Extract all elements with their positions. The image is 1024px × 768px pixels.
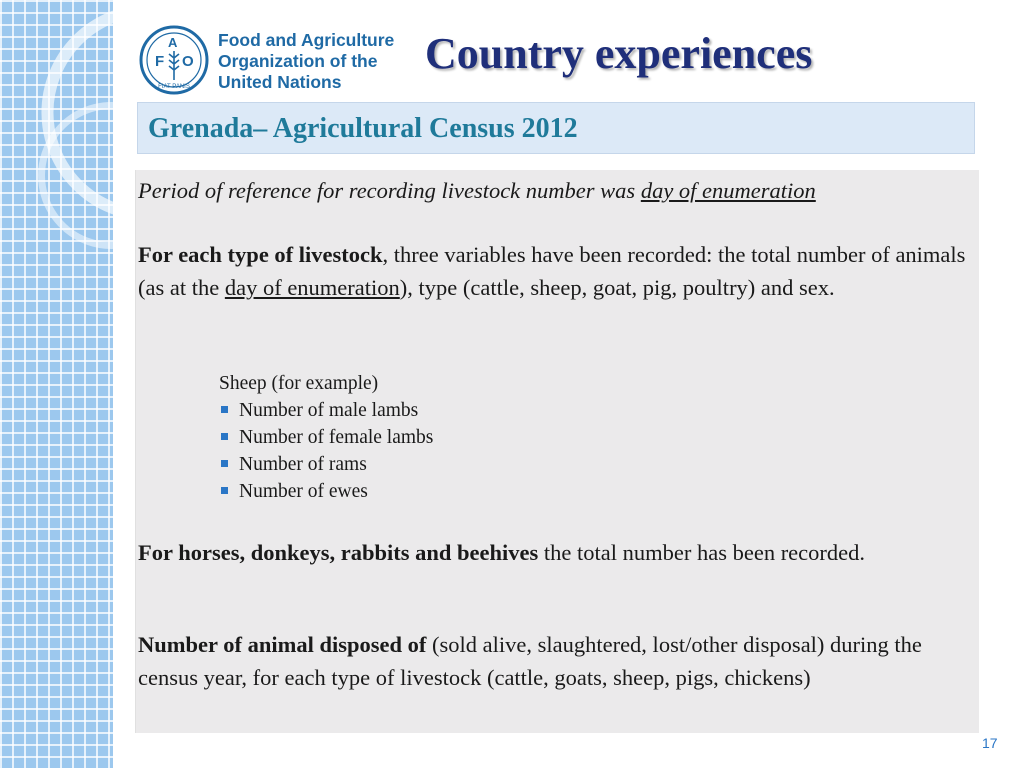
list-item [219, 478, 433, 505]
logo-motto: FIAT PANIS [158, 84, 190, 90]
bold-lead: For horses, donkeys, rabbits and beehives [138, 540, 539, 565]
wheat-icon [169, 51, 179, 80]
list-item [219, 424, 433, 451]
subtitle: Grenada– Agricultural Census 2012 [148, 113, 578, 144]
logo-letter-a: A [168, 35, 178, 50]
text: , three variables have been recorded: the total number of animals (as at the [138, 242, 966, 300]
list-item-label: Number of ewes [239, 481, 368, 502]
square-bullet-icon [221, 487, 228, 494]
list-item-label: Number of female lambs [239, 427, 434, 448]
square-bullet-icon [221, 460, 228, 467]
bold-lead: Number of animal disposed of [138, 632, 427, 657]
sheep-list [219, 397, 433, 505]
text: the total number has been recorded. [538, 540, 866, 565]
page-title: Country experiences [425, 29, 813, 78]
list-item [219, 451, 433, 478]
page-number: 17 [982, 735, 998, 751]
org-name-line: Food and Agriculture [218, 30, 395, 50]
underlined-text: day of enumeration [224, 275, 400, 300]
sheep-heading: Sheep (for example) [219, 373, 379, 394]
underlined-text: day of enumeration [640, 178, 816, 203]
text: ), type (cattle, sheep, goat, pig, poultry) and sex. [399, 275, 835, 300]
list-item-label: Number of male lambs [239, 400, 419, 421]
bold-lead: For each type of livestock [138, 242, 383, 267]
org-name-line: Organization of the [218, 51, 378, 71]
sheep-example-block [219, 370, 433, 505]
disposal-paragraph [138, 628, 968, 694]
fao-logo-icon [138, 24, 210, 96]
text: (sold alive, slaughtered, lost/other disposal) during the census year, for each type of livestock (cattle, goats, sheep, pigs, chickens) [138, 632, 922, 690]
square-bullet-icon [221, 406, 228, 413]
content-box [135, 170, 979, 733]
org-name-line: United Nations [218, 72, 342, 92]
org-name [218, 30, 394, 93]
text: Period of reference for recording livestock number was [138, 178, 641, 203]
square-bullet-icon [221, 433, 228, 440]
logo-letter-f: F [155, 53, 165, 70]
reference-period-paragraph [138, 174, 968, 207]
list-item [219, 397, 433, 424]
list-item-label: Number of rams [239, 454, 367, 475]
logo-letter-o: O [182, 53, 194, 70]
subtitle-bar [137, 102, 975, 154]
livestock-variables-paragraph [138, 238, 968, 304]
other-animals-paragraph [138, 536, 968, 569]
